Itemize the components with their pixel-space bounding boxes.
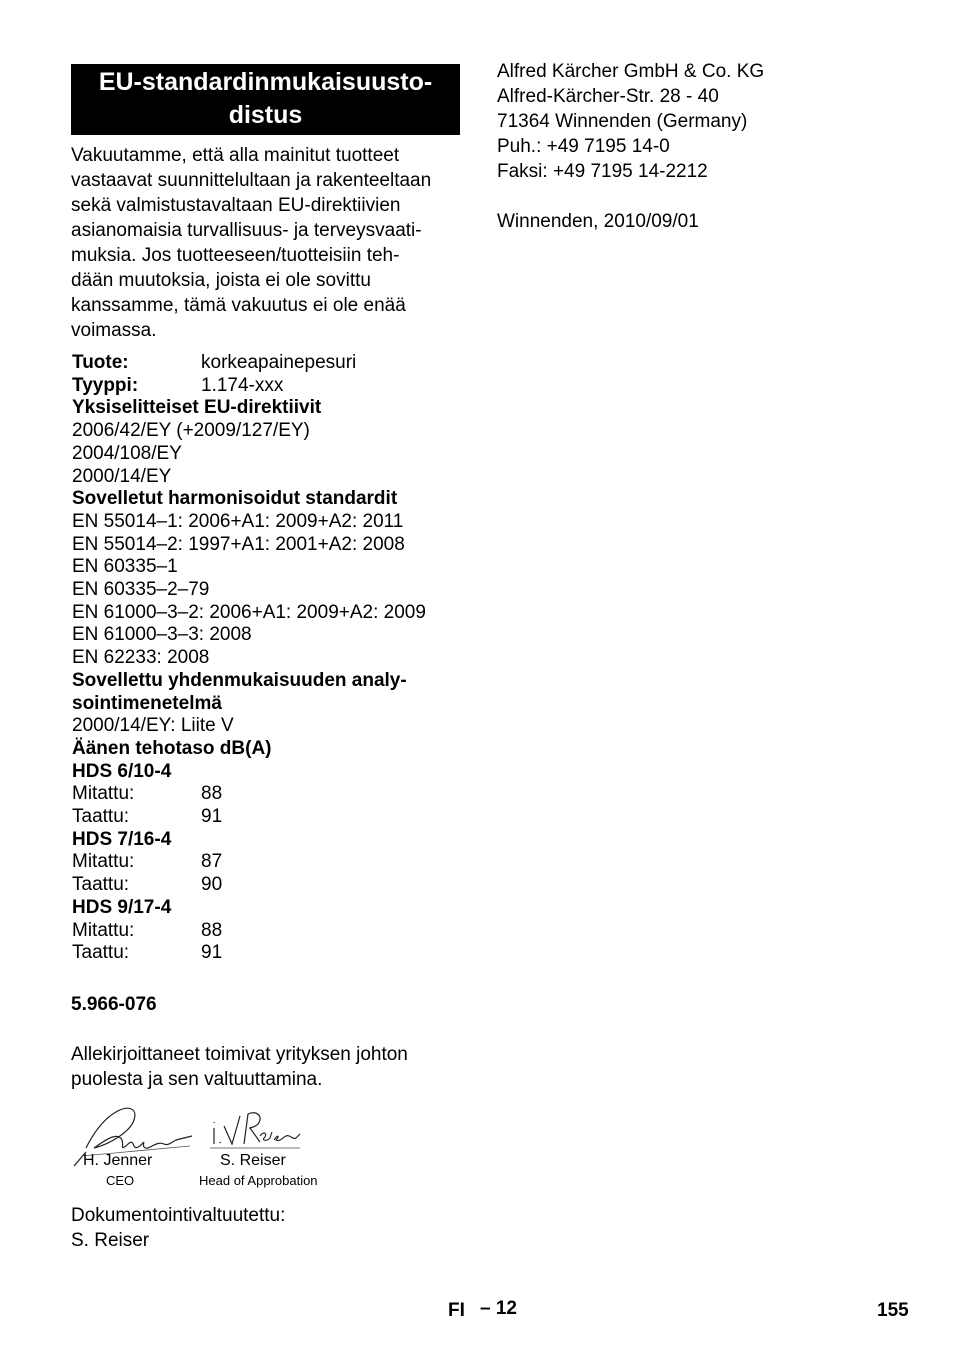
page-title: [71, 64, 460, 135]
company-line: 71364 Winnenden (Germany): [497, 111, 748, 132]
place-date: Winnenden, 2010/09/01: [497, 211, 699, 232]
signatories-note: [71, 1042, 408, 1092]
intro-line: Vakuutamme, että alla mainitut tuotteet: [71, 145, 400, 166]
footer-page-number: 155: [877, 1300, 909, 1321]
intro-line: vastaavat suunnittelultaan ja rakenteeltaan: [71, 170, 432, 191]
signatory-role: CEO: [106, 1173, 135, 1188]
documentation-label: Dokumentointivaltuutettu:: [71, 1205, 286, 1226]
intro-line: asianomaisia turvallisuus- ja terveysvaati-: [71, 220, 422, 241]
model-name: HDS 9/17-4: [72, 896, 172, 918]
standard-item: EN 60335–1: [72, 556, 178, 578]
guaranteed-row: [72, 874, 426, 897]
note-line: Allekirjoittaneet toimivat yrityksen johton: [71, 1044, 408, 1065]
signatory-role: Head of Approbation: [199, 1173, 318, 1188]
company-line: Faksi: +49 7195 14-2212: [497, 161, 708, 182]
standard-item: EN 55014–1: 2006+A1: 2009+A2: 2011: [72, 510, 404, 532]
model-name: HDS 7/16-4: [72, 828, 172, 850]
intro-line: kanssamme, tämä vakuutus ei ole enää: [71, 295, 406, 316]
measured-value: 88: [201, 919, 223, 941]
note-line: puolesta ja sen valtuuttamina.: [71, 1069, 323, 1090]
product-label: Tuote:: [72, 352, 129, 373]
company-line: Alfred-Kärcher-Str. 28 - 40: [497, 86, 719, 107]
sound-heading: Äänen tehotaso dB(A): [72, 737, 272, 759]
directive-item: 2000/14/EY: [72, 465, 172, 487]
conformity-heading-2: sointimenetelmä: [72, 692, 222, 714]
standard-item: EN 55014–2: 1997+A1: 2001+A2: 2008: [72, 533, 405, 555]
type-label: Tyyppi:: [72, 374, 139, 396]
guaranteed-value: 91: [201, 806, 223, 828]
company-address: [497, 59, 764, 184]
intro-line: muksia. Jos tuotteeseen/tuotteisiin teh-: [71, 245, 400, 266]
directives-heading: Yksiselitteiset EU-direktiivit: [72, 397, 322, 419]
documentation-name: S. Reiser: [71, 1230, 150, 1251]
intro-paragraph: [71, 143, 431, 343]
measured-label: Mitattu:: [72, 783, 135, 805]
standard-item: EN 61000–3–2: 2006+A1: 2009+A2: 2009: [72, 601, 426, 623]
intro-line: dään muutoksia, joista ei ole sovittu: [71, 270, 371, 291]
measured-row: [72, 920, 426, 943]
signatory-name: S. Reiser: [220, 1152, 286, 1169]
measured-value: 88: [201, 783, 223, 805]
intro-line: sekä valmistustavaltaan EU-direktiivien: [71, 195, 401, 216]
document-number: 5.966-076: [71, 994, 157, 1015]
standards-heading: Sovelletut harmonisoidut standardit: [72, 488, 398, 510]
company-line: Puh.: +49 7195 14-0: [497, 136, 670, 157]
documentation-block: [71, 1203, 285, 1253]
guaranteed-label: Taattu:: [72, 942, 130, 964]
standard-item: EN 61000–3–3: 2008: [72, 624, 252, 646]
title-line-1: EU-standardinmukaisuusto-: [98, 68, 433, 96]
conformity-value: 2000/14/EY: Liite V: [72, 715, 234, 737]
measured-label: Mitattu:: [72, 851, 135, 873]
guaranteed-label: Taattu:: [72, 874, 130, 896]
spec-block: [72, 352, 426, 965]
guaranteed-value: 91: [201, 942, 223, 964]
standard-item: EN 60335–2–79: [72, 579, 210, 601]
conformity-heading-1: Sovellettu yhdenmukaisuuden analy-: [72, 669, 407, 691]
guaranteed-value: 90: [201, 874, 223, 896]
measured-row: [72, 851, 426, 874]
guaranteed-row: [72, 806, 426, 829]
product-value: korkeapainepesuri: [201, 352, 357, 373]
directive-item: 2006/42/EY (+2009/127/EY): [72, 420, 310, 442]
guaranteed-row: [72, 942, 426, 965]
measured-row: [72, 783, 426, 806]
type-value: 1.174-xxx: [201, 374, 284, 396]
model-name: HDS 6/10-4: [72, 760, 172, 782]
signatory-name: H. Jenner: [83, 1152, 153, 1169]
type-row: [72, 375, 426, 398]
intro-line: voimassa.: [71, 320, 157, 341]
signature-reiser: [208, 1106, 303, 1152]
directive-item: 2004/108/EY: [72, 442, 182, 464]
measured-label: Mitattu:: [72, 919, 135, 941]
company-line: Alfred Kärcher GmbH & Co. KG: [497, 61, 765, 82]
footer-language: FI: [448, 1300, 465, 1321]
guaranteed-label: Taattu:: [72, 806, 130, 828]
product-row: [72, 352, 426, 375]
measured-value: 87: [201, 851, 223, 873]
footer-section-page: – 12: [480, 1298, 517, 1319]
standard-item: EN 62233: 2008: [72, 647, 210, 669]
title-line-2: distus: [228, 101, 303, 129]
